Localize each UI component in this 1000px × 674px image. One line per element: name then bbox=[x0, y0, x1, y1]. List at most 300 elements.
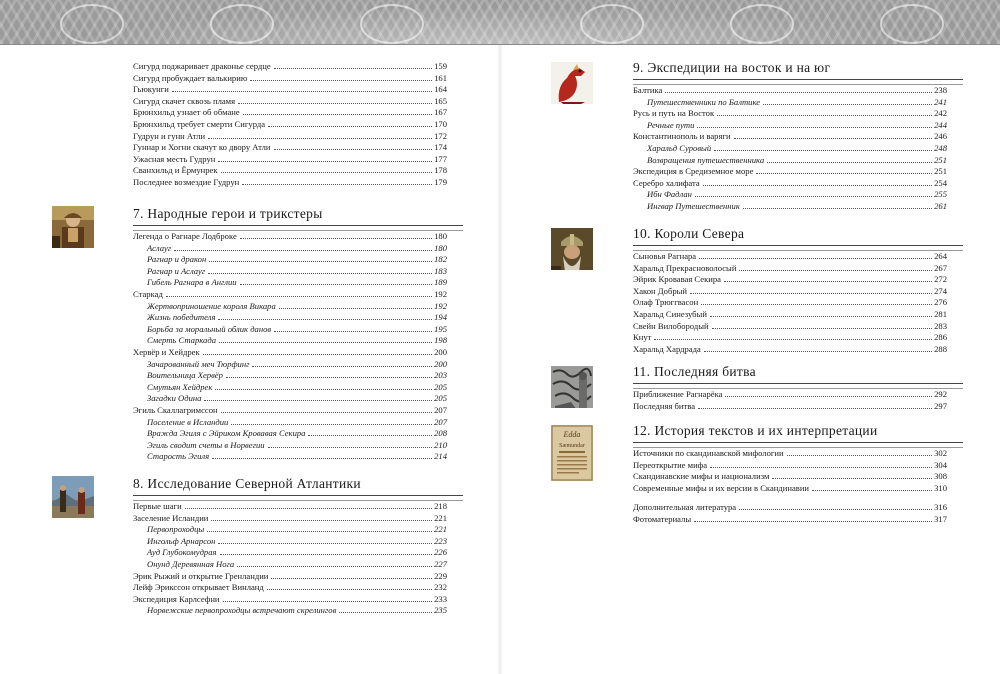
entry-title: Экспедиция в Средиземное море bbox=[633, 166, 754, 177]
entry-title: Сванхильд и Ёрмунрек bbox=[133, 165, 218, 176]
toc-subentry[interactable] bbox=[133, 312, 447, 324]
page-number: 172 bbox=[434, 130, 447, 141]
toc-entry[interactable] bbox=[633, 85, 947, 97]
page-number: 182 bbox=[434, 254, 447, 265]
explorers-painting-thumb bbox=[52, 476, 94, 518]
leader-dots bbox=[204, 400, 432, 401]
viking-warrior-painting-thumb bbox=[52, 206, 94, 248]
leader-dots bbox=[215, 389, 432, 390]
page-number: 192 bbox=[434, 300, 447, 311]
page-number: 218 bbox=[434, 501, 447, 511]
chapter-10 bbox=[633, 226, 963, 355]
leader-dots bbox=[174, 250, 432, 251]
page-number: 207 bbox=[434, 404, 447, 415]
page-number: 221 bbox=[434, 512, 447, 523]
leader-dots bbox=[701, 304, 932, 305]
toc-subentry[interactable] bbox=[133, 266, 447, 278]
toc-subentry[interactable] bbox=[133, 536, 447, 548]
entry-title: Свейн Вилобородый bbox=[633, 320, 709, 331]
toc-entry[interactable] bbox=[633, 332, 947, 344]
entry-title: Сигурд пробуждает валькирию bbox=[133, 72, 248, 83]
back-matter-list bbox=[633, 502, 947, 525]
page-number: 272 bbox=[934, 274, 947, 285]
toc-entry[interactable] bbox=[633, 297, 947, 309]
toc-entry[interactable] bbox=[633, 460, 947, 472]
chapter-title[interactable]: 11. Последняя битва bbox=[633, 364, 963, 384]
entry-title: Эгиль Скаллагримссон bbox=[133, 404, 218, 415]
page-number: 170 bbox=[434, 118, 447, 129]
leader-dots bbox=[271, 578, 432, 579]
entry-title: Онунд Деревянная Нога bbox=[147, 558, 235, 569]
toc-subentry[interactable] bbox=[133, 382, 447, 394]
chapter-entries bbox=[633, 251, 947, 355]
leader-dots bbox=[308, 435, 432, 436]
leader-dots bbox=[654, 339, 932, 340]
leader-dots bbox=[734, 138, 933, 139]
entry-title: Брюнхильд узнает об обмане bbox=[133, 107, 240, 118]
leader-dots bbox=[252, 366, 432, 367]
leader-dots bbox=[250, 80, 432, 81]
page-number: 251 bbox=[934, 154, 947, 165]
page-number: 238 bbox=[934, 85, 947, 95]
leader-dots bbox=[699, 258, 932, 259]
page-number: 208 bbox=[434, 428, 447, 439]
entry-title: Ужасная месть Гудрун bbox=[133, 153, 216, 164]
page-number: 167 bbox=[434, 107, 447, 118]
entry-title: Первые шаги bbox=[133, 501, 182, 511]
toc-entry[interactable] bbox=[633, 514, 947, 526]
leader-dots bbox=[240, 284, 433, 285]
toc-subentry[interactable] bbox=[133, 451, 447, 463]
leader-dots bbox=[237, 566, 432, 567]
leader-dots bbox=[725, 396, 932, 397]
leader-dots bbox=[267, 589, 432, 590]
ornament-knot bbox=[210, 4, 274, 44]
toc-subentry[interactable] bbox=[133, 370, 447, 382]
entry-title: Смутьян Хейдрек bbox=[147, 381, 213, 392]
leader-dots bbox=[242, 184, 432, 185]
leader-dots bbox=[208, 138, 432, 139]
entry-title: Рагнар и дракон bbox=[147, 254, 207, 265]
carved-stone-thumb bbox=[551, 366, 593, 408]
entry-title: Сигурд поджаривает драконье сердце bbox=[133, 61, 271, 71]
leader-dots bbox=[207, 531, 432, 532]
entry-title: Скандинавские мифы и национализм bbox=[633, 471, 770, 482]
entry-title: Переоткрытие мифа bbox=[633, 459, 708, 470]
leader-dots bbox=[218, 319, 432, 320]
page-number: 246 bbox=[934, 131, 947, 142]
toc-entry[interactable] bbox=[633, 401, 947, 413]
toc-entry[interactable] bbox=[633, 263, 947, 275]
page-number: 317 bbox=[934, 513, 947, 524]
leader-dots bbox=[763, 104, 932, 105]
entry-title: Серебро халифата bbox=[633, 177, 700, 188]
edda-manuscript-thumb bbox=[551, 425, 593, 481]
page-number: 207 bbox=[434, 416, 447, 427]
page-number: 159 bbox=[434, 61, 447, 71]
leader-dots bbox=[698, 408, 932, 409]
entry-title: Константинополь и варяги bbox=[633, 131, 731, 142]
toc-entry[interactable] bbox=[133, 119, 447, 131]
leader-dots bbox=[767, 162, 932, 163]
leader-dots bbox=[203, 354, 432, 355]
entry-title: Эгиль сводит счеты в Норвегии bbox=[147, 439, 265, 450]
entry-title: Ауд Глубокомудрая bbox=[147, 547, 217, 558]
toc-entry[interactable] bbox=[133, 582, 447, 594]
entry-title: Ингольф Арнарсон bbox=[147, 535, 216, 546]
leader-dots bbox=[704, 351, 932, 352]
chapter-11 bbox=[633, 364, 963, 412]
toc-subentry[interactable] bbox=[133, 277, 447, 289]
toc-entry[interactable] bbox=[633, 178, 947, 190]
page-number: 248 bbox=[934, 142, 947, 153]
page-number: 192 bbox=[434, 288, 447, 299]
entry-title: Рагнар и Аслауг bbox=[147, 265, 206, 276]
entry-title: Поселение в Исландии bbox=[147, 416, 229, 427]
entry-title: Сыновья Рагнара bbox=[633, 251, 697, 261]
page-number: 235 bbox=[434, 605, 447, 616]
chapter-title[interactable]: 9. Экспедиции на восток и на юг bbox=[633, 60, 963, 80]
toc-entry[interactable] bbox=[133, 131, 447, 143]
leader-dots bbox=[756, 173, 932, 174]
leader-dots bbox=[220, 554, 433, 555]
toc-subentry[interactable] bbox=[133, 428, 447, 440]
entry-title: Аслауг bbox=[147, 242, 172, 253]
page-number: 288 bbox=[934, 343, 947, 354]
ornament-knot bbox=[880, 4, 944, 44]
leader-dots bbox=[211, 520, 432, 521]
leader-dots bbox=[218, 161, 432, 162]
page-number: 198 bbox=[434, 335, 447, 346]
leader-dots bbox=[690, 293, 932, 294]
toc-entry[interactable] bbox=[133, 513, 447, 525]
page-number: 267 bbox=[934, 262, 947, 273]
chapter-7 bbox=[133, 206, 463, 463]
toc-entry[interactable] bbox=[133, 594, 447, 606]
entry-title: Харальд Хардрада bbox=[633, 343, 701, 354]
leader-dots bbox=[240, 238, 432, 239]
leader-dots bbox=[279, 308, 432, 309]
page-number: 292 bbox=[934, 389, 947, 399]
toc-entry[interactable] bbox=[133, 501, 447, 513]
page-number: 180 bbox=[434, 242, 447, 253]
leader-dots bbox=[772, 478, 932, 479]
entry-title: Кнут bbox=[633, 332, 652, 343]
leader-dots bbox=[166, 296, 432, 297]
toc-entry[interactable] bbox=[133, 142, 447, 154]
ornament-knot bbox=[360, 4, 424, 44]
manuscript-title-text: Edda bbox=[563, 430, 581, 439]
chapter-entries bbox=[633, 389, 947, 412]
toc-subentry[interactable] bbox=[633, 120, 947, 132]
entry-title: Норвежские первопроходцы встречают скрелингов bbox=[147, 605, 337, 616]
page-number: 223 bbox=[434, 535, 447, 546]
entry-title: Воительница Хервёр bbox=[147, 370, 223, 381]
toc-entry[interactable] bbox=[133, 154, 447, 166]
leader-dots bbox=[231, 424, 432, 425]
toc-subentry[interactable] bbox=[633, 155, 947, 167]
entry-title: Зачарованный меч Тюрфинг bbox=[147, 358, 250, 369]
page-number: 233 bbox=[434, 593, 447, 604]
toc-subentry[interactable] bbox=[633, 97, 947, 109]
page-number: 308 bbox=[934, 471, 947, 482]
leader-dots bbox=[695, 196, 932, 197]
manuscript-subtitle-text: Sæmundar bbox=[559, 443, 585, 449]
page-number: 316 bbox=[934, 502, 947, 513]
entry-title: Путешественники по Балтике bbox=[647, 96, 761, 107]
leader-dots bbox=[221, 412, 433, 413]
toc-subentry[interactable] bbox=[133, 605, 447, 617]
page-number: 214 bbox=[434, 451, 447, 462]
toc-entry[interactable] bbox=[133, 165, 447, 177]
toc-entry[interactable] bbox=[633, 483, 947, 495]
entry-title: Загадки Одина bbox=[147, 393, 202, 404]
entry-title: Харальд Суровый bbox=[647, 142, 712, 153]
leader-dots bbox=[694, 521, 932, 522]
toc-subentry[interactable] bbox=[133, 301, 447, 313]
page-number: 227 bbox=[434, 558, 447, 569]
toc-entry[interactable] bbox=[633, 251, 947, 263]
toc-entry[interactable] bbox=[633, 108, 947, 120]
toc-entry[interactable] bbox=[633, 502, 947, 514]
toc-subentry[interactable] bbox=[133, 335, 447, 347]
leader-dots bbox=[268, 126, 432, 127]
page-number: 276 bbox=[934, 297, 947, 308]
page-number: 189 bbox=[434, 277, 447, 288]
entry-title: Хервёр и Хейдрек bbox=[133, 346, 200, 357]
leader-dots bbox=[218, 543, 432, 544]
page-number: 164 bbox=[434, 84, 447, 95]
leader-dots bbox=[697, 127, 932, 128]
page-number: 242 bbox=[934, 108, 947, 119]
toc-entry[interactable] bbox=[133, 96, 447, 108]
leader-dots bbox=[743, 208, 932, 209]
entry-title: Эрик Рыжий и открытие Гренландии bbox=[133, 570, 269, 581]
page-number: 226 bbox=[434, 547, 447, 558]
page-number: 174 bbox=[434, 142, 447, 153]
leader-dots bbox=[226, 377, 432, 378]
page-number: 286 bbox=[934, 332, 947, 343]
toc-entry[interactable] bbox=[633, 286, 947, 298]
page-number: 177 bbox=[434, 153, 447, 164]
entry-title: Заселение Исландии bbox=[133, 512, 209, 523]
entry-title: Сигурд скачет сквозь пламя bbox=[133, 95, 236, 106]
entry-title: Ибн Фадлан bbox=[647, 189, 692, 200]
leader-dots bbox=[172, 91, 432, 92]
toc-entry[interactable] bbox=[633, 274, 947, 286]
toc-subentry[interactable] bbox=[133, 324, 447, 336]
toc-entry[interactable] bbox=[133, 61, 447, 73]
entry-title: Фотоматериалы bbox=[633, 513, 692, 524]
toc-subentry[interactable] bbox=[133, 254, 447, 266]
leader-dots bbox=[703, 185, 932, 186]
entry-title: Хакон Добрый bbox=[633, 285, 688, 296]
page-number: 302 bbox=[934, 448, 947, 458]
entry-title: Старкад bbox=[133, 288, 163, 299]
chapter-8 bbox=[133, 476, 463, 617]
chapter-entries bbox=[133, 501, 447, 617]
leader-dots bbox=[812, 490, 932, 491]
toc-entry[interactable] bbox=[633, 344, 947, 356]
entry-title: Гудрун и гунн Атли bbox=[133, 130, 206, 141]
leader-dots bbox=[274, 331, 432, 332]
chapter-title[interactable]: 12. История текстов и их интерпретации bbox=[633, 423, 963, 443]
page-number: 205 bbox=[434, 393, 447, 404]
entry-title: Гибель Рагнара в Англии bbox=[147, 277, 237, 288]
page-number: 178 bbox=[434, 165, 447, 176]
page-number: 255 bbox=[934, 189, 947, 200]
toc-entry[interactable] bbox=[133, 231, 447, 243]
entry-title: Лейф Эрикссон открывает Винланд bbox=[133, 582, 264, 593]
page-number: 251 bbox=[934, 166, 947, 177]
toc-entry[interactable] bbox=[633, 131, 947, 143]
page-number: 200 bbox=[434, 358, 447, 369]
leader-dots bbox=[665, 92, 932, 93]
entry-title: Речные пути bbox=[647, 119, 695, 130]
toc-entry[interactable] bbox=[133, 289, 447, 301]
page-gutter bbox=[497, 44, 503, 674]
chapter-entries bbox=[633, 448, 947, 494]
entry-title: Смерть Старкада bbox=[147, 335, 216, 346]
leader-dots bbox=[787, 455, 933, 456]
toc-entry[interactable] bbox=[133, 107, 447, 119]
page-number: 283 bbox=[934, 320, 947, 331]
leader-dots bbox=[212, 458, 432, 459]
leader-dots bbox=[712, 328, 933, 329]
toc-subentry[interactable] bbox=[133, 359, 447, 371]
page-number: 241 bbox=[934, 96, 947, 107]
leader-dots bbox=[274, 149, 433, 150]
page-number: 221 bbox=[434, 524, 447, 535]
toc-subentry[interactable] bbox=[133, 393, 447, 405]
page-number: 203 bbox=[434, 370, 447, 381]
toc-entry[interactable] bbox=[633, 321, 947, 333]
page-number: 183 bbox=[434, 265, 447, 276]
page-number: 229 bbox=[434, 570, 447, 581]
entry-title: Дополнительная литература bbox=[633, 502, 737, 513]
entry-title: Возвращения путешественника bbox=[647, 154, 765, 165]
leader-dots bbox=[243, 114, 432, 115]
page-number: 205 bbox=[434, 381, 447, 392]
leader-dots bbox=[739, 270, 932, 271]
king-helmet-thumb bbox=[551, 228, 593, 270]
toc-continuation-list bbox=[133, 61, 447, 189]
entry-title: Ингвар Путешественник bbox=[647, 200, 740, 211]
toc-subentry[interactable] bbox=[133, 524, 447, 536]
toc-subentry[interactable] bbox=[133, 559, 447, 571]
chapter-9 bbox=[633, 60, 963, 213]
leader-dots bbox=[208, 273, 432, 274]
toc-subentry[interactable] bbox=[133, 243, 447, 255]
page-number: 210 bbox=[434, 439, 447, 450]
toc-entry[interactable] bbox=[633, 389, 947, 401]
toc-entry[interactable] bbox=[133, 73, 447, 85]
toc-entry[interactable] bbox=[133, 84, 447, 96]
decorative-header-band bbox=[0, 0, 1000, 45]
toc-entry[interactable] bbox=[633, 309, 947, 321]
toc-entry[interactable] bbox=[133, 405, 447, 417]
entry-title: Гьюкунги bbox=[133, 84, 169, 95]
toc-entry[interactable] bbox=[133, 177, 447, 189]
page-number: 161 bbox=[434, 72, 447, 83]
chapter-title[interactable]: 10. Короли Севера bbox=[633, 226, 963, 246]
entry-title: Олаф Трюггвасон bbox=[633, 297, 699, 308]
entry-title: Борьба за моральный облик данов bbox=[147, 323, 272, 334]
toc-subentry[interactable] bbox=[133, 547, 447, 559]
entry-title: Источники по скандинавской мифологии bbox=[633, 448, 784, 458]
page-number: 179 bbox=[434, 176, 447, 187]
toc-entry[interactable] bbox=[633, 471, 947, 483]
entry-title: Первопроходцы bbox=[147, 524, 205, 535]
page-number: 194 bbox=[434, 312, 447, 323]
page-number: 297 bbox=[934, 400, 947, 411]
page-number: 232 bbox=[434, 582, 447, 593]
toc-entry[interactable] bbox=[133, 571, 447, 583]
page-number: 304 bbox=[934, 459, 947, 470]
toc-entry[interactable] bbox=[133, 347, 447, 359]
entry-title: Брюнхильд требует смерти Сигурда bbox=[133, 118, 266, 129]
entry-title: Приближение Рагнарёка bbox=[633, 389, 723, 399]
chapter-title[interactable]: 8. Исследование Северной Атлантики bbox=[133, 476, 463, 496]
leader-dots bbox=[185, 508, 432, 509]
entry-title: Русь и путь на Восток bbox=[633, 108, 715, 119]
page-number: 200 bbox=[434, 346, 447, 357]
leader-dots bbox=[724, 281, 932, 282]
chapter-title[interactable]: 7. Народные герои и трикстеры bbox=[133, 206, 463, 226]
toc-subentry[interactable] bbox=[133, 440, 447, 452]
entry-title: Харальд Прекрасноволосый bbox=[633, 262, 737, 273]
entry-title: Последняя битва bbox=[633, 400, 696, 411]
ornament-knot bbox=[730, 4, 794, 44]
chapter-entries bbox=[633, 85, 947, 213]
page-number: 264 bbox=[934, 251, 947, 261]
toc-subentry[interactable] bbox=[133, 417, 447, 429]
entry-title: Жизнь победителя bbox=[147, 312, 216, 323]
entry-title: Экспедиция Карлсефни bbox=[133, 593, 220, 604]
leader-dots bbox=[219, 342, 432, 343]
leader-dots bbox=[339, 612, 432, 613]
leader-dots bbox=[221, 172, 433, 173]
toc-subentry[interactable] bbox=[633, 143, 947, 155]
entry-title: Балтика bbox=[633, 85, 663, 95]
entry-title: Харальд Синезубый bbox=[633, 308, 707, 319]
chapter-entries bbox=[133, 231, 447, 463]
entry-title: Жертвоприношение короля Викара bbox=[147, 300, 276, 311]
ornament-knot bbox=[60, 4, 124, 44]
page-number: 244 bbox=[934, 119, 947, 130]
page-number: 165 bbox=[434, 95, 447, 106]
dragon-prow-thumb bbox=[551, 62, 593, 104]
leader-dots bbox=[714, 150, 932, 151]
page-number: 261 bbox=[934, 200, 947, 211]
page-number: 254 bbox=[934, 177, 947, 188]
toc-entry[interactable] bbox=[633, 448, 947, 460]
entry-title: Гуннар и Хогни скачут ко двору Атли bbox=[133, 142, 271, 153]
toc-entry[interactable] bbox=[633, 166, 947, 178]
leader-dots bbox=[717, 115, 932, 116]
page-number: 195 bbox=[434, 323, 447, 334]
entry-title: Вражда Эгиля с Эйриком Кровавая Секира bbox=[147, 428, 306, 439]
ornament-knot bbox=[580, 4, 644, 44]
entry-title: Старость Эгиля bbox=[147, 451, 210, 462]
entry-title: Последнее возмездие Гудрун bbox=[133, 176, 240, 187]
toc-subentry[interactable] bbox=[633, 201, 947, 213]
page-number: 180 bbox=[434, 231, 447, 241]
leader-dots bbox=[710, 316, 932, 317]
leader-dots bbox=[274, 68, 432, 69]
leader-dots bbox=[710, 467, 932, 468]
toc-subentry[interactable] bbox=[633, 189, 947, 201]
